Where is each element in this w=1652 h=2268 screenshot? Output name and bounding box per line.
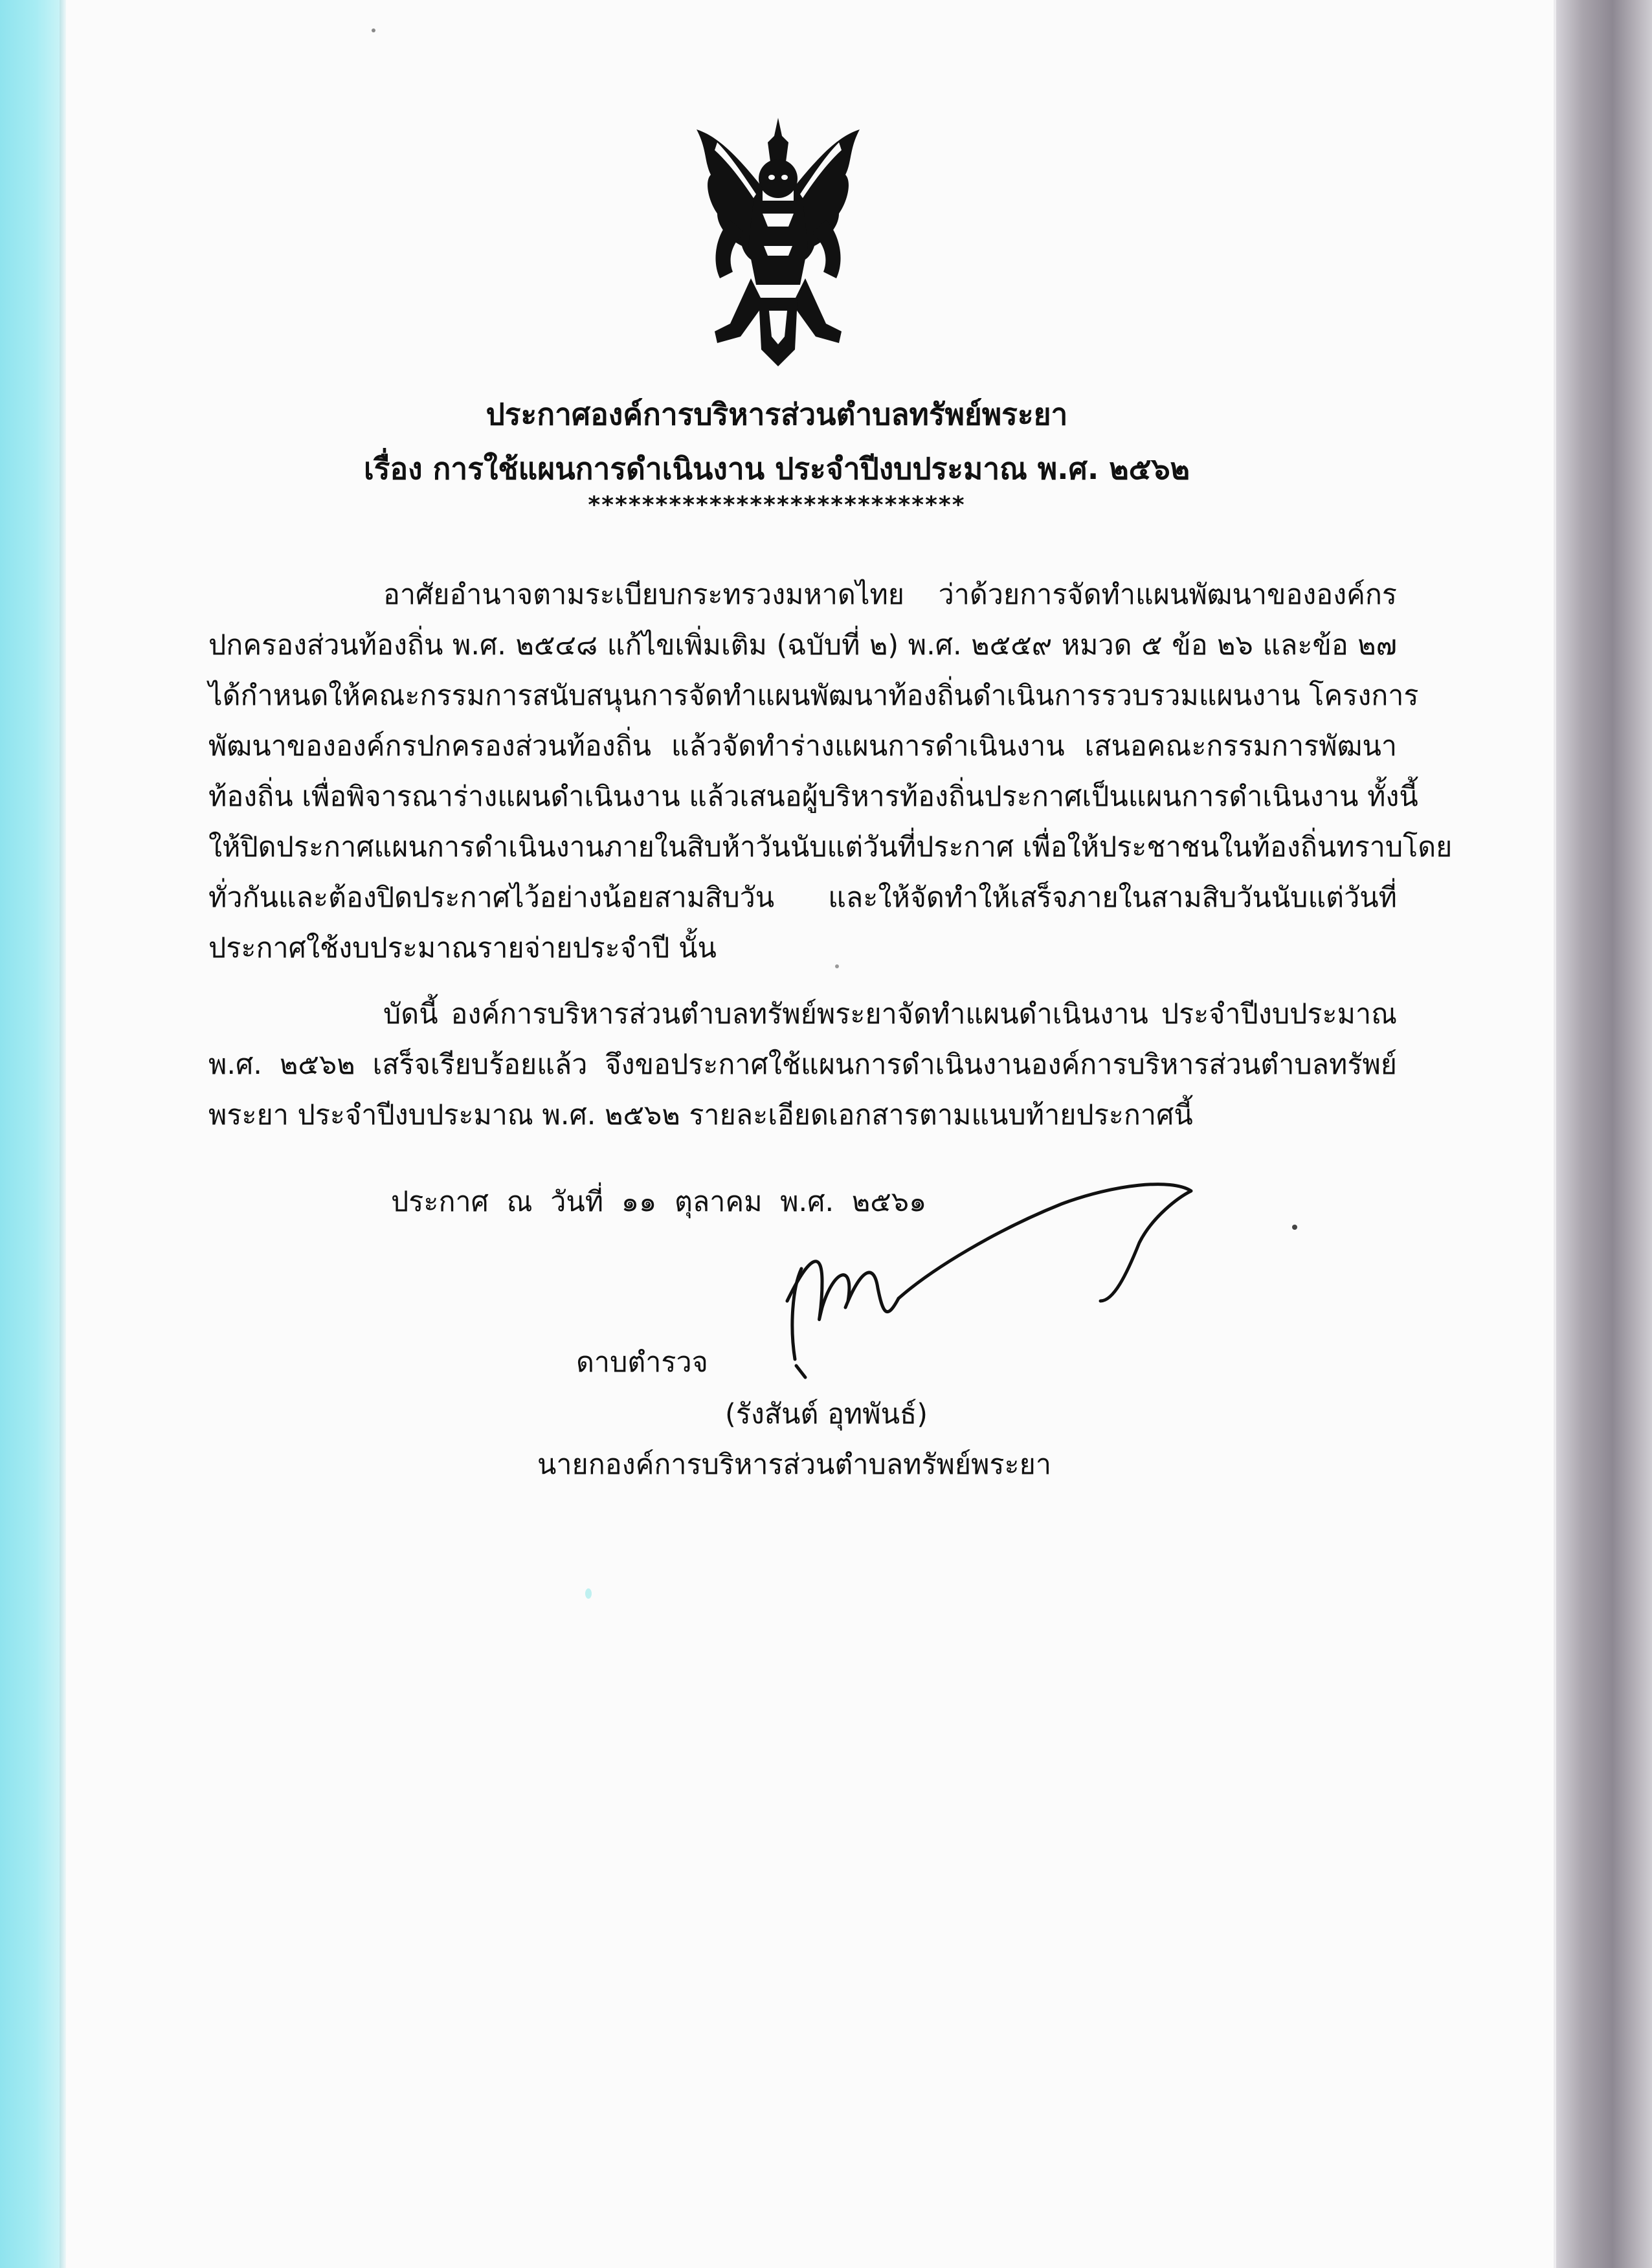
- scan-speck: [1292, 1225, 1297, 1230]
- paragraph-announcement: [208, 989, 1397, 1140]
- paragraph-line: ให้ปิดประกาศแผนการดำเนินงานภายในสิบห้าวันนับแต่วันที่ประกาศ เพื่อให้ประชาชนในท้องถิ่นทราบโดย: [208, 831, 1453, 863]
- scan-left-edge: [0, 0, 60, 2268]
- paragraph-line: ประกาศใช้งบประมาณรายจ่ายประจำปี นั้น: [208, 932, 717, 964]
- scan-speck: [585, 1588, 592, 1599]
- paragraph-line: ท้องถิ่น เพื่อพิจารณาร่างแผนดำเนินงาน แล้วเสนอผู้บริหารท้องถิ่นประกาศเป็นแผนการดำเนินงาน ทั้งนี้: [208, 781, 1418, 813]
- paragraph-line: ทั่วกันและต้องปิดประกาศไว้อย่างน้อยสามสิบวัน และให้จัดทำให้เสร็จภายในสามสิบวันนับแต่วันที่: [208, 882, 1397, 914]
- paragraph-line: ปกครองส่วนท้องถิ่น พ.ศ. ๒๕๔๘ แก้ไขเพิ่มเติม (ฉบับที่ ๒) พ.ศ. ๒๕๕๙ หมวด ๕ ข้อ ๒๖ และข้อ ๒๗: [208, 629, 1397, 662]
- paragraph-line: ได้กำหนดให้คณะกรรมการสนับสนุนการจัดทำแผนพัฒนาท้องถิ่นดำเนินการรวบรวมแผนงาน โครงการ: [208, 680, 1419, 712]
- title-separator: ****************************: [588, 492, 966, 518]
- garuda-emblem-icon: [691, 117, 865, 369]
- handwritten-signature: [725, 1172, 1308, 1392]
- paragraph-authority: [208, 570, 1453, 973]
- document-subject: เรื่อง การใช้แผนการดำเนินงาน ประจำปีงบประมาณ พ.ศ. ๒๕๖๒: [364, 451, 1190, 486]
- paragraph-line: พระยา ประจำปีงบประมาณ พ.ศ. ๒๕๖๒ รายละเอียดเอกสารตามแนบท้ายประกาศนี้: [208, 1099, 1193, 1131]
- signer-rank: ดาบตำรวจ: [576, 1346, 708, 1379]
- scan-right-edge-highlight: [1554, 0, 1556, 2268]
- paragraph-line: อาศัยอำนาจตามระเบียบกระทรวงมหาดไทย ว่าด้วยการจัดทำแผนพัฒนาขององค์กร: [383, 579, 1397, 611]
- paragraph-line: พัฒนาขององค์กรปกครองส่วนท้องถิ่น แล้วจัดทำร่างแผนการดำเนินงาน เสนอคณะกรรมการพัฒนา: [208, 730, 1397, 762]
- signer-name: (รังสันต์ อุทพันธ์): [725, 1398, 928, 1430]
- signer-position: นายกองค์การบริหารส่วนตำบลทรัพย์พระยา: [537, 1449, 1051, 1481]
- paragraph-line: บัดนี้ องค์การบริหารส่วนตำบลทรัพย์พระยาจัดทำแผนดำเนินงาน ประจำปีงบประมาณ: [383, 998, 1397, 1030]
- scan-speck: [372, 28, 375, 32]
- scan-speck: [835, 964, 839, 968]
- scan-left-shadow: [60, 0, 66, 2268]
- paragraph-line: พ.ศ. ๒๕๖๒ เสร็จเรียบร้อยแล้ว จึงขอประกาศใช้แผนการดำเนินงานองค์การบริหารส่วนตำบลทรัพย์: [208, 1049, 1397, 1081]
- announcement-date: ประกาศ ณ วันที่ ๑๑ ตุลาคม พ.ศ. ๒๕๖๑: [391, 1186, 927, 1218]
- scan-right-edge: [1554, 0, 1652, 2268]
- document-title: ประกาศองค์การบริหารส่วนตำบลทรัพย์พระยา: [486, 397, 1068, 432]
